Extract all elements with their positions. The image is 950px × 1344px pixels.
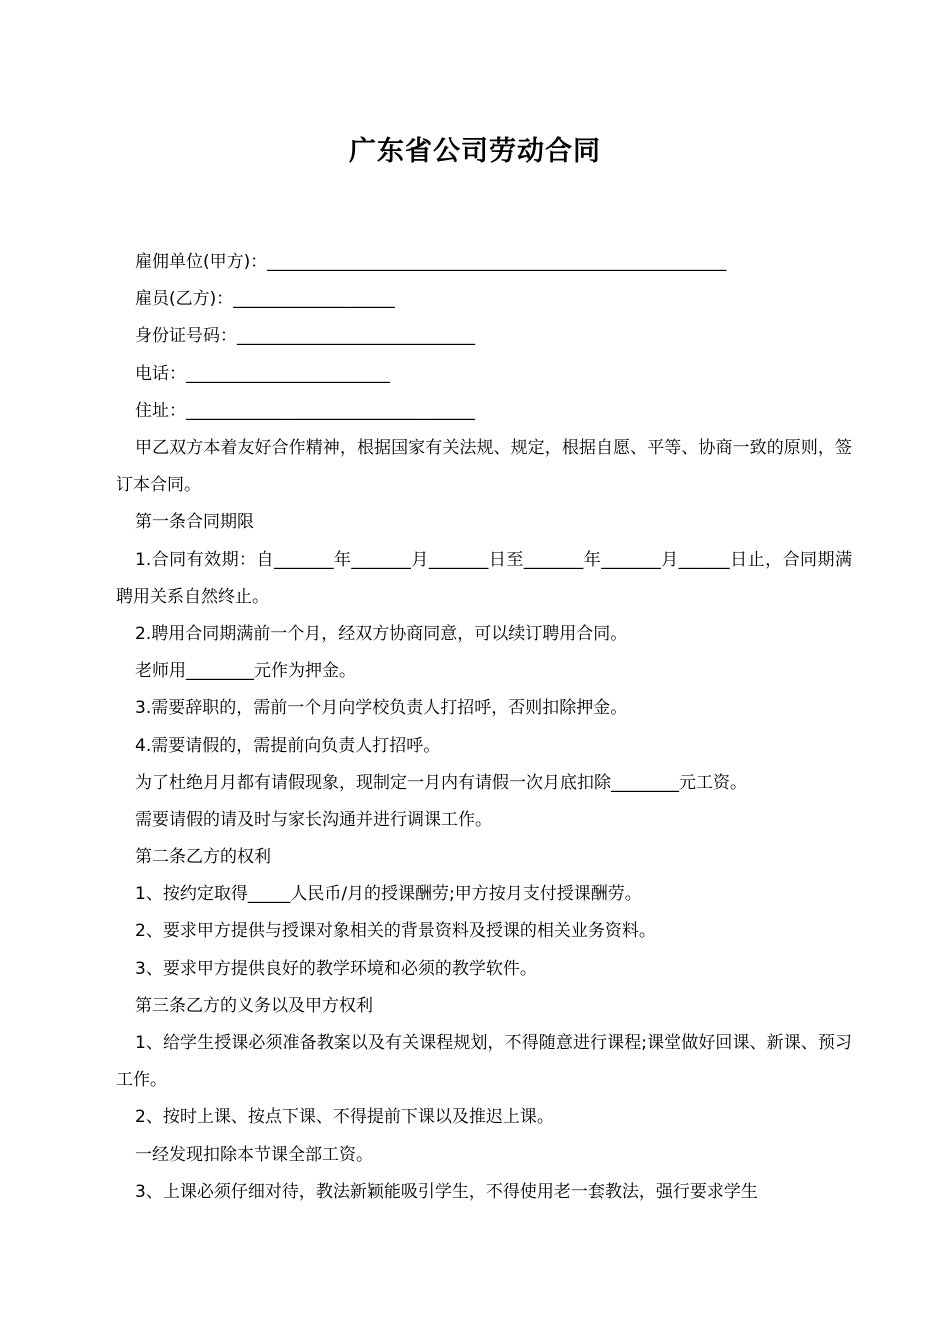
article-1-heading: 第一条合同期限: [135, 512, 254, 533]
employee-field-line: 雇员(乙方)：___________________: [135, 289, 395, 310]
article-2-clause-3: 3、要求甲方提供良好的教学环境和必须的教学软件。: [135, 958, 537, 979]
employer-field-line: 雇佣单位(甲方)：______________________________________________________: [135, 252, 727, 272]
article-2-clause-1: 1、按约定取得_____人民币/月的授课酬劳;甲方按月支付授课酬劳。: [135, 884, 642, 905]
address-field-line: 住址：__________________________________: [135, 400, 475, 421]
article-1-clause-1: 1.合同有效期：自_______年_______月_______日至_______年_______月______日止，合同期满聘用关系自然终止。: [116, 549, 852, 607]
leave-deduction-line: 为了杜绝月月都有请假现象，现制定一月内有请假一次月底扣除________元工资。: [135, 772, 747, 793]
article-1-clause-3: 3.需要辞职的，需前一个月向学校负责人打招呼，否则扣除押金。: [135, 698, 628, 719]
deposit-line: 老师用________元作为押金。: [135, 661, 356, 682]
id-number-field-line: 身份证号码：____________________________: [135, 326, 475, 347]
phone-field-line: 电话：________________________: [135, 363, 390, 384]
preamble-paragraph: 甲乙双方本着友好合作精神，根据国家有关法规、规定，根据自愿、平等、协商一致的原则，签订本合同。: [116, 437, 852, 496]
article-3-heading: 第三条乙方的义务以及甲方权利: [135, 995, 373, 1016]
article-3-clause-1: 1、给学生授课必须准备教案以及有关课程规划，不得随意进行课程;课堂做好回课、新课、预习工作。: [116, 1033, 852, 1091]
article-1-clause-2: 2.聘用合同期满前一个月，经双方协商同意，可以续订聘用合同。: [135, 623, 628, 644]
document-body: [116, 244, 852, 1211]
article-2-clause-2: 2、要求甲方提供与授课对象相关的背景资料及授课的相关业务资料。: [135, 921, 656, 942]
deduction-notice-line: 一经发现扣除本节课全部工资。: [135, 1144, 373, 1165]
leave-notice-line: 需要请假的请及时与家长沟通并进行调课工作。: [135, 809, 492, 830]
article-3-clause-3: 3、上课必须仔细对待，教法新颖能吸引学生，不得使用老一套教法，强行要求学生: [135, 1181, 758, 1202]
document-title: 广东省公司劳动合同: [349, 136, 601, 167]
article-2-heading: 第二条乙方的权利: [135, 847, 271, 868]
article-1-clause-4: 4.需要请假的，需提前向负责人打招呼。: [135, 735, 441, 756]
article-3-clause-2: 2、按时上课、按点下课、不得提前下课以及推迟上课。: [135, 1107, 554, 1128]
